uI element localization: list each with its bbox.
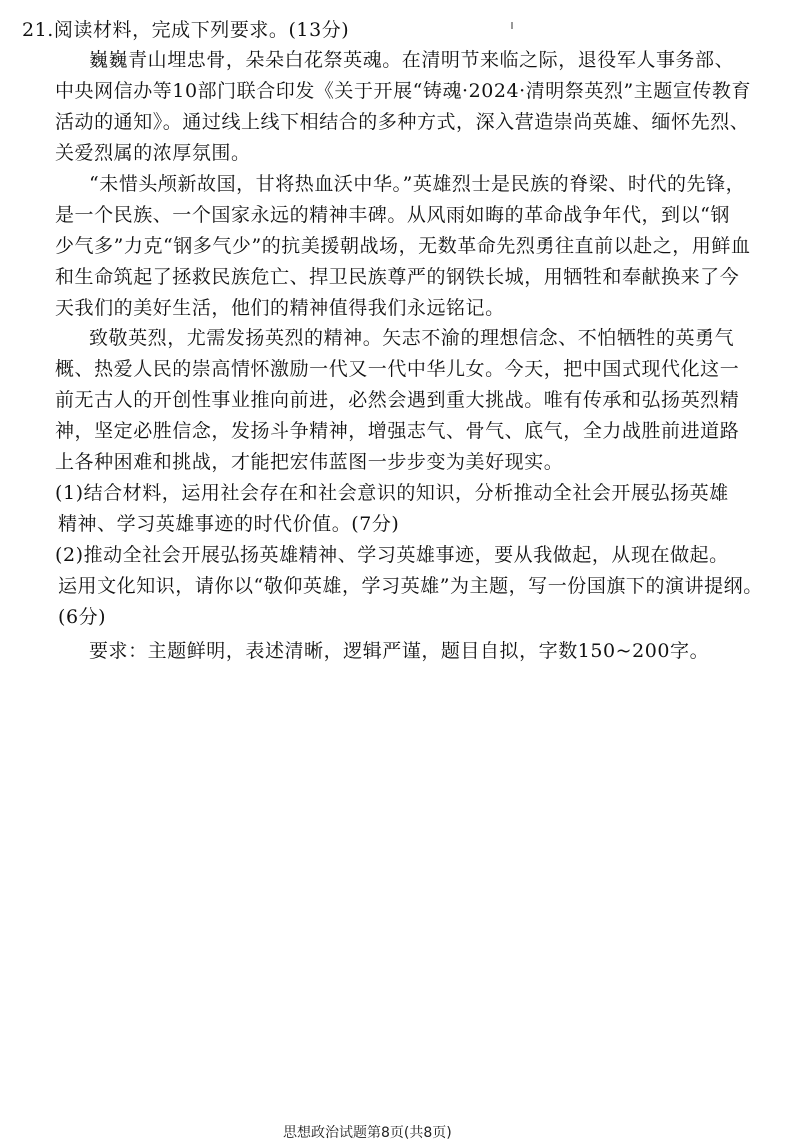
sub-question-2-line: (6分) xyxy=(58,606,107,628)
paragraph-3-line: 前无古人的开创性事业推向前进，必然会遇到重大挑战。唯有传承和弘扬英烈精 xyxy=(55,389,740,411)
paragraph-1-line: 巍巍青山埋忠骨，朵朵白花祭英魂。在清明节来临之际，退役军人事务部、 xyxy=(89,49,735,71)
paragraph-1-line: 中央网信办等10部门联合印发《关于开展“铸魂·2024·清明祭英烈”主题宣传教育 xyxy=(55,80,752,102)
sub-question-1-line: 精神、学习英雄事迹的时代价值。(7分) xyxy=(58,513,400,535)
question-heading: 21.阅读材料，完成下列要求。(13分) xyxy=(22,19,350,41)
paragraph-2-line: 是一个民族、一个国家永远的精神丰碑。从风雨如晦的革命战争年代，到以“钢 xyxy=(55,204,730,226)
scan-mark xyxy=(511,22,513,29)
paragraph-1-line: 关爱烈属的浓厚氛围。 xyxy=(55,142,251,164)
paragraph-3-line: 致敬英烈，尤需发扬英烈的精神。矢志不渝的理想信念、不怕牺牲的英勇气 xyxy=(89,327,735,349)
sub-question-2-line: 运用文化知识，请你以“敬仰英雄，学习英雄”为主题，写一份国旗下的演讲提纲。 xyxy=(58,575,763,597)
sub-question-2-line: (2)推动全社会开展弘扬英雄精神、学习英雄事迹，要从我做起，从现在做起。 xyxy=(55,544,729,566)
paragraph-3-line: 概、热爱人民的崇高情怀激励一代又一代中华儿女。今天，把中国式现代化这一 xyxy=(55,358,740,380)
sub-question-1-line: (1)结合材料，运用社会存在和社会意识的知识，分析推动全社会开展弘扬英雄 xyxy=(55,482,729,504)
paragraph-2-line: 和生命筑起了拯救民族危亡、捍卫民族尊严的钢铁长城，用牺牲和奉献换来了今 xyxy=(55,266,740,288)
paragraph-3-line: 神，坚定必胜信念，发扬斗争精神，增强志气、骨气、底气，全力战胜前进道路 xyxy=(55,420,740,442)
paragraph-3-line: 上各种困难和挑战，才能把宏伟蓝图一步步变为美好现实。 xyxy=(55,451,564,473)
paragraph-2-line: “未惜头颅新故国，甘将热血沃中华。”英雄烈士是民族的脊梁、时代的先锋， xyxy=(89,173,746,195)
paragraph-1-line: 活动的通知》。通过线上线下相结合的多种方式，深入营造崇尚英雄、缅怀先烈、 xyxy=(55,111,750,133)
paragraph-2-line: 天我们的美好生活，他们的精神值得我们永远铭记。 xyxy=(55,297,505,319)
paragraph-2-line: 少气多”力克“钢多气少”的抗美援朝战场，无数革命先烈勇往直前以赴之，用鲜血 xyxy=(55,235,751,257)
page-footer: 思想政治试题第8页(共8页) xyxy=(283,1125,452,1141)
answer-requirement: 要求：主题鲜明，表述清晰，逻辑严谨，题目自拟，字数150~200字。 xyxy=(89,640,710,662)
